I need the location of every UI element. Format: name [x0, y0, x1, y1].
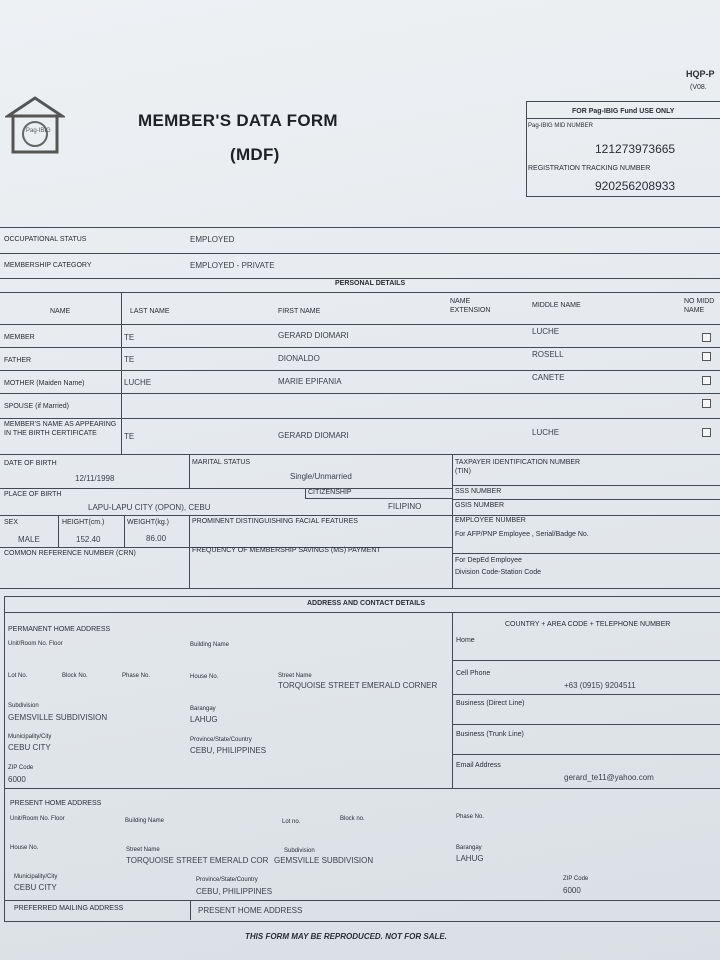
business-trunk-label: Business (Trunk Line) — [456, 731, 524, 738]
form-version: (V08. — [690, 84, 707, 91]
pres-zip-value: 6000 — [563, 886, 581, 895]
form-title: MEMBER'S DATA FORM — [138, 111, 338, 130]
sex-value: MALE — [18, 535, 40, 544]
perm-street-label: Street Name — [278, 673, 312, 679]
father-row-label: FATHER — [4, 357, 32, 364]
pres-lot-label: Lot no. — [282, 819, 301, 825]
address-section — [4, 596, 720, 922]
perm-municipality-label: Municipality/City — [8, 734, 52, 740]
mailing-address-label: PREFERRED MAILING ADDRESS — [14, 905, 124, 912]
spouse-row-label: SPOUSE (if Married) — [4, 403, 69, 410]
citizenship-label: CITIZENSHIP — [308, 489, 352, 496]
mother-last-name: LUCHE — [124, 378, 152, 387]
father-middle-name: ROSELL — [532, 350, 564, 359]
business-direct-label: Business (Direct Line) — [456, 700, 525, 707]
form-code: HQP-P — [686, 69, 715, 79]
perm-street-value: TORQUOISE STREET EMERALD CORNER — [278, 681, 438, 690]
occupational-status-value: EMPLOYED — [190, 235, 235, 244]
pob-value: LAPU-LAPU CITY (OPON), CEBU — [88, 503, 211, 512]
pres-building-label: Building Name — [125, 818, 165, 824]
father-first-name: DIONALDO — [278, 354, 320, 363]
perm-barangay-label: Barangay — [190, 706, 216, 712]
present-address-label: PRESENT HOME ADDRESS — [10, 800, 102, 807]
perm-subdivision-label: Subdivision — [8, 703, 39, 709]
perm-municipality-value: CEBU CITY — [8, 743, 51, 752]
pres-phase-label: Phase No. — [456, 814, 485, 820]
email-value: gerard_te11@yahoo.com — [564, 773, 654, 782]
pres-barangay-label: Barangay — [456, 845, 482, 851]
occupational-status-label: OCCUPATIONAL STATUS — [4, 236, 87, 243]
ms-frequency-label: FREQUENCY OF MEMBERSHIP SAVINGS (MS) PAYMENT — [192, 547, 381, 554]
employee-number-label: EMPLOYEE NUMBER — [455, 517, 526, 524]
member-first-name: GERARD DIOMARI — [278, 331, 349, 340]
pob-label: PLACE OF BIRTH — [4, 491, 62, 498]
mother-first-name: MARIE EPIFANIA — [278, 377, 342, 386]
col-middle-name: MIDDLE NAME — [532, 302, 581, 309]
home-phone-label: Home — [456, 637, 475, 644]
pres-street-value: TORQUOISE STREET EMERALD COR — [126, 856, 269, 865]
weight-label: WEIGHT(kg.) — [127, 519, 169, 526]
form-subtitle: (MDF) — [230, 145, 280, 164]
membership-category-value: EMPLOYED - PRIVATE — [190, 261, 275, 270]
pres-street-label: Street Name — [126, 847, 160, 853]
perm-lot-label: Lot No. — [8, 673, 28, 679]
dob-label: DATE OF BIRTH — [4, 460, 57, 467]
dob-value: 12/11/1998 — [75, 474, 115, 483]
cell-phone-label: Cell Phone — [456, 670, 491, 677]
rtn-value: 920256208933 — [595, 179, 676, 193]
pres-province-label: Province/State/Country — [196, 877, 258, 883]
col-first-name: FIRST NAME — [278, 308, 321, 315]
address-heading: ADDRESS AND CONTACT DETAILS — [307, 600, 426, 607]
logo-text: Pag-IBIG — [26, 128, 51, 134]
member-middle-name: LUCHE — [532, 327, 560, 336]
father-last-name: TE — [124, 355, 135, 364]
email-label: Email Address — [456, 762, 501, 769]
pres-block-label: Block no. — [340, 816, 365, 822]
gsis-label: GSIS NUMBER — [455, 502, 505, 509]
deped-sub-label: Division Code-Station Code — [455, 569, 541, 576]
mother-no-middle-checkbox[interactable] — [702, 376, 711, 385]
perm-subdivision-value: GEMSVILLE SUBDIVISION — [8, 713, 108, 722]
cell-phone-value: +63 (0915) 9204511 — [564, 681, 636, 690]
pres-subdivision-label: Subdivision — [284, 848, 315, 854]
col-name-extension: NAME EXTENSION — [450, 298, 491, 315]
perm-unit-label: Unit/Room No. Floor — [8, 641, 63, 647]
pres-municipality-label: Municipality/City — [14, 874, 58, 880]
pagibig-logo — [5, 94, 65, 156]
father-no-middle-checkbox[interactable] — [702, 352, 711, 361]
pres-unit-label: Unit/Room No. Floor — [10, 816, 65, 822]
sss-label: SSS NUMBER — [455, 488, 502, 495]
perm-zip-value: 6000 — [8, 775, 26, 784]
facial-features-label: PROMINENT DISTINGUISHING FACIAL FEATURES — [192, 518, 358, 525]
col-no-middle-name: NO MIDD NAME — [684, 298, 715, 315]
birth-cert-middle-name: LUCHE — [532, 428, 560, 437]
pres-house-label: House No. — [10, 845, 39, 851]
permanent-address-label: PERMANENT HOME ADDRESS — [8, 626, 111, 633]
perm-house-label: House No. — [190, 674, 219, 680]
marital-status-value: Single/Unmarried — [290, 472, 352, 481]
birth-cert-row-label: MEMBER'S NAME AS APPEARING IN THE BIRTH CERTIFICATE — [4, 421, 117, 437]
country-code-label: COUNTRY + AREA CODE + TELEPHONE NUMBER — [505, 621, 671, 628]
membership-category-label: MEMBERSHIP CATEGORY — [4, 262, 92, 269]
citizenship-value: FILIPINO — [388, 502, 422, 511]
mother-row-label: MOTHER (Maiden Name) — [4, 380, 85, 387]
member-no-middle-checkbox[interactable] — [702, 333, 711, 342]
perm-barangay-value: LAHUG — [190, 715, 218, 724]
deped-label: For DepEd Employee — [455, 557, 522, 564]
perm-phase-label: Phase No. — [122, 673, 151, 679]
office-use-heading: FOR Pag-IBIG Fund USE ONLY — [572, 108, 675, 115]
pres-zip-label: ZIP Code — [563, 876, 589, 882]
mailing-address-value: PRESENT HOME ADDRESS — [198, 906, 303, 915]
birth-cert-first-name: GERARD DIOMARI — [278, 431, 349, 440]
member-row-label: MEMBER — [4, 334, 35, 341]
spouse-no-middle-checkbox[interactable] — [702, 399, 711, 408]
footer-note: THIS FORM MAY BE REPRODUCED. NOT FOR SALE. — [245, 932, 447, 941]
marital-status-label: MARITAL STATUS — [192, 459, 251, 466]
tin-label: TAXPAYER IDENTIFICATION NUMBER (TIN) — [455, 459, 581, 476]
perm-province-value: CEBU, PHILIPPINES — [190, 746, 267, 755]
sex-label: SEX — [4, 519, 19, 526]
pres-barangay-value: LAHUG — [456, 854, 484, 863]
col-last-name: LAST NAME — [130, 308, 170, 315]
mother-middle-name: CANETE — [532, 373, 565, 382]
weight-value: 86.00 — [146, 534, 167, 543]
height-label: HEIGHT(cm.) — [62, 519, 105, 526]
mid-label: Pag-IBIG MID NUMBER — [528, 123, 594, 129]
perm-block-label: Block No. — [62, 673, 88, 679]
member-last-name: TE — [124, 333, 135, 342]
crn-label: COMMON REFERENCE NUMBER (CRN) — [4, 550, 136, 557]
afp-pnp-label: For AFP/PNP Employee , Serial/Badge No. — [455, 531, 589, 538]
rtn-label: REGISTRATION TRACKING NUMBER — [528, 165, 651, 172]
height-value: 152.40 — [76, 535, 101, 544]
pres-province-value: CEBU, PHILIPPINES — [196, 887, 273, 896]
mid-value: 121273973665 — [595, 142, 676, 156]
pres-subdivision-value: GEMSVILLE SUBDIVISION — [274, 856, 374, 865]
perm-zip-label: ZIP Code — [8, 765, 34, 771]
col-name: NAME — [50, 308, 71, 315]
personal-details-heading: PERSONAL DETAILS — [335, 280, 406, 287]
perm-province-label: Province/State/Country — [190, 737, 252, 743]
perm-building-label: Building Name — [190, 642, 230, 648]
birth-cert-no-middle-checkbox[interactable] — [702, 428, 711, 437]
birth-cert-last-name: TE — [124, 432, 135, 441]
pres-municipality-value: CEBU CITY — [14, 883, 57, 892]
